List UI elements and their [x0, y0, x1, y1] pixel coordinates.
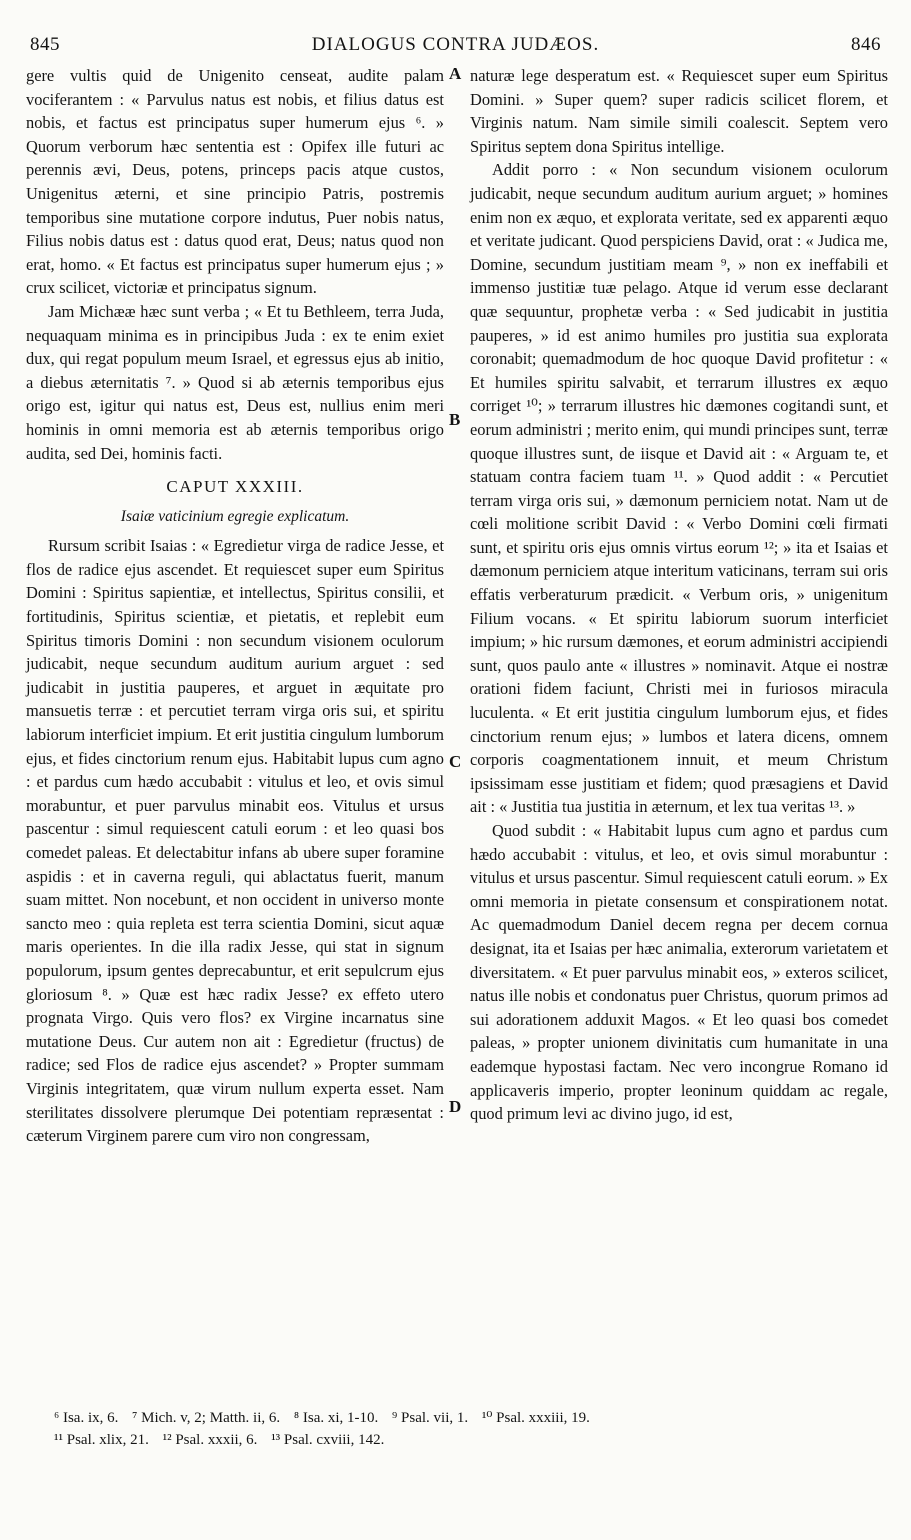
- left-paragraph-3: Rursum scribit Isaias : « Egredietur virga de radice Jesse, et flos de radice ejus ascendet. Et requiescet super eum Spiritus Domini : Spiritus sapientiæ, et intellectus, Spiritus consilii, et fortitudinis, Spiritus scientiæ, et pietatis, et replebit eum Spiritus timoris Domini : non secundum visionem oculorum judicabit, neque secundum auditum aurium arguet : sed judicabit in justitia pauperes, et arguet in æquitate pro mansuetis terræ : et percutiet terram virga oris sui, et spiritu labiorum interficiet impium. Et erit justitia cingulum lumborum ejus, et fides cinctorium renum ejus. Habitabit lupus cum agno : et pardus cum hædo accubabit : vitulus et leo, et ovis simul morabuntur, et puer parvulus minabit eos. Vitulus et ursus pascentur : simul requiescent catuli eorum : et leo quasi bos comedet paleas. Et delectabitur infans ab ubere super foramine aspidis : et in caverna reguli, qui ablactatus fuerit, manum suam mittet. Non nocebunt, et non occident in universo monte sancto meo : quia repleta est terra scientia Domini, sicut aquæ maris operientes. In die illa radix Jesse, qui stat in signum populorum, ipsum gentes deprecabuntur, et erit sepulcrum ejus gloriosum ⁸. » Quæ est hæc radix Jesse? ex effeto utero prognata Virgo. Quis vero flos? ex Virgine incarnatus sine mutatione Deus. Cur autem non ait : Egredietur (fructus) de radice; sed Flos de radice ejus ascendet? » Propter summam Virginis integritatem, quæ virum nullum experta esset. Nam sterilitates dissolvere plerumque Dei potentiam repræsentat : cæterum Virginem parere cum viro non congressam,: [26, 536, 444, 1146]
- page-header: [30, 34, 881, 62]
- footnote-11: ¹¹ Psal. xlix, 21.: [54, 1432, 149, 1448]
- footnote-9: ⁹ Psal. vii, 1.: [392, 1410, 469, 1426]
- right-paragraph-2: Addit porro : « Non secundum visionem oculorum judicabit, neque secundum auditum aurium arguet; » homines enim non ex æquo, et explorata veritate, sed ex apparenti æquo et veritate judicant. Quod perspiciens David, orat : « Judica me, Domine, secundum justitiam meam ⁹, » non ex ineffabili et immenso justitiæ tuæ pelago. Atque id verum esse declarant quæ sequuntur, prophetæ verba : « Sed judicabit in justitia pauperes, » id est animo humiles pro justitia sua explorata coronabit; quemadmodum de hoc quoque David profitetur : « Et humiles spiritu salvabit, et terrarum illustres ex æquo corriget ¹⁰; » terrarum illustres hic dæmones cogitandi sunt, et eorum administri ; merito enim, qui mundi principes sunt, terræ quoque illustres sunt, de iisque et David ait : « Arguam te, et statuam contra faciem tuam ¹¹. » Quod addit : « Percutiet terram virga oris sui, » dæmonum perniciem notat. Nam ut de cœli molitione scribit David : « Verbo Domini cœli firmati sunt, et spiritu oris ejus omnis virtus eorum ¹²; » ita et Isaias et dæmonum perniciem atque interitum vaticinans, terram sui oris effatis verberaturum prædicit. « Verbum oris, » unigenitum Filium vocans. « Et spiritu labiorum suorum interficiet impium; » hic rursum dæmones, et eorum administri accipiendi sunt, quos paulo ante « illustres » nominavit. Atque ei nostræ orationi fidem faciunt, Christi mei in furiosos miracula luculenta. « Et erit justitia cingulum lumborum ejus, et fides cinctorium renum ejus; » lumbos et latera dicens, omnem corporis coagmentationem innuit, et meum Christum ipsissimam esse justitiam et fidem; quod præsagiens et David ait : « Justitia tua justitia in æternum, et lex tua veritas ¹³. »: [470, 160, 888, 817]
- footnote-6: ⁶ Isa. ix, 6.: [54, 1410, 119, 1426]
- footnote-7: ⁷ Mich. v, 2; Matth. ii, 6.: [132, 1410, 281, 1426]
- chapter-title: CAPUT XXXIII.: [166, 477, 304, 497]
- left-paragraph-1: gere vultis quid de Unigenito censeat, audite palam vociferantem : « Parvulus natus est nobis, et filius datus est nobis, et factus est principatus super humerum ejus ⁶. » Quorum verborum hæc sententia est : Opifex ille futuri ac perennis ævi, Deus, potens, princeps pacis atque custos, Unigenitus æterni, et sine principio Patris, postremis temporibus sine mutatione corpore indutus, Puer nobis natus, Filius nobis datus est : datus quod erat, Deus; natus quod non erat, homo. « Et factus est principatus super humerum ejus ; » crux scilicet, victoriæ et principatus signum.: [26, 66, 444, 298]
- footnote-8: ⁸ Isa. xi, 1-10.: [293, 1410, 379, 1426]
- left-column: [26, 64, 444, 1148]
- section-marker-d: D: [449, 1097, 462, 1116]
- page-number-left: 845: [30, 34, 60, 55]
- right-paragraph-3: Quod subdit : « Habitabit lupus cum agno et pardus cum hædo accubabit : vitulus, et leo, et ovis simul morabuntur : vitulus et ursus pascentur. Simul requiescent catuli eorum. » Ex omni memoria in pietate consensum et conspirationem notat. Ac quemadmodum Daniel decem regna per decem cornua designat, ita et Isaias per hæc animalia, exterorum varietatem et diversitatem. « Et puer parvulus minabit eos, » exteros scilicet, natus ille nobis et condonatus puer Christus, quorum primos ad sui adorationem adduxit Magos. « Et leo quasi bos comedet paleas, » propter unionem divinitatis cum humanitate in una eademque hypostasi factam. Nec vero incongrue Romano id applicaveris imperio, propter leoninum quiddam ac regale, quod primum levi ac divino jugo, id est,: [470, 821, 888, 1124]
- footnote-13: ¹³ Psal. cxviii, 142.: [271, 1432, 385, 1448]
- right-paragraph-1: naturæ lege desperatum est. « Requiescet super eum Spiritus Domini. » Super quem? super radicis scilicet florem, et Virginis natum. Nam simile simili coalescit. Septem vero Spiritus septem dona Spiritus intellige.: [470, 66, 888, 156]
- footnote-10: ¹⁰ Psal. xxxiii, 19.: [481, 1410, 590, 1426]
- footnote-line-2: [54, 1429, 881, 1451]
- running-title: DIALOGUS CONTRA JUDÆOS.: [311, 34, 600, 55]
- left-paragraph-2: Jam Michææ hæc sunt verba ; « Et tu Bethleem, terra Juda, nequaquam minima es in principibus Juda : ex te enim exiet dux, qui regat populum meum Israel, et egressus ejus ab initio, a diebus æternitatis ⁷. » Quod si ab æternis temporibus ejus origo est, igitur qui natus est, Deus est, nullius enim meri hominis in omni memoria est ab æternis temporibus origo audita, sed Dei, hominis facti.: [26, 301, 444, 463]
- section-marker-c: C: [449, 752, 462, 771]
- section-marker-b: B: [449, 410, 461, 429]
- chapter-subtitle: Isaiæ vaticinium egregie explicatum.: [120, 507, 350, 525]
- section-marker-a: A: [449, 64, 462, 83]
- right-column: [470, 64, 888, 1126]
- footnote-line-1: [54, 1407, 881, 1429]
- page-number-right: 846: [851, 34, 881, 55]
- footnotes: [54, 1407, 881, 1451]
- footnote-12: ¹² Psal. xxxii, 6.: [162, 1432, 258, 1448]
